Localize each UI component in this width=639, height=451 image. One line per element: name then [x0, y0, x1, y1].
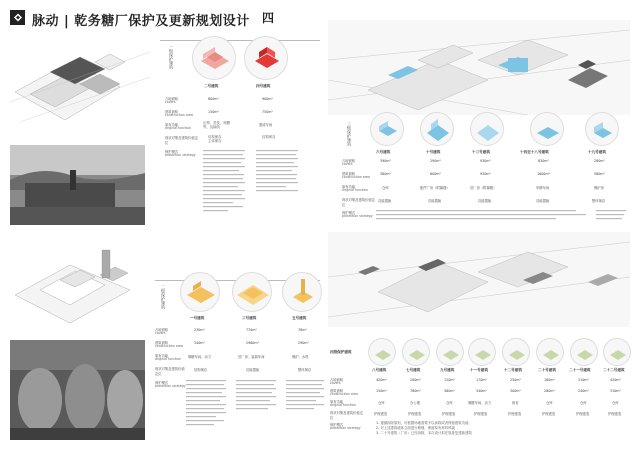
row-label-area-en: covers	[165, 100, 176, 104]
level3-area-1: 290m²	[430, 159, 441, 163]
level3-area-4: 280m²	[594, 159, 605, 163]
level4-area-2: 120m²	[444, 378, 455, 382]
level3-col-name-4: 十九号建筑	[588, 150, 606, 154]
level3-bld-2: 930m²	[480, 172, 491, 176]
row-label-mode-en: protection strategy	[155, 384, 186, 388]
level4-cls-3: 护理建造	[474, 412, 488, 416]
building-circle-14	[530, 112, 564, 146]
level3-bld-3: 1600m²	[537, 172, 550, 176]
level4-col-name-5: 二十号建筑	[538, 368, 556, 372]
level4-func-3: 制糖车间、动力	[468, 401, 492, 405]
row-label-func: 原有功能	[165, 123, 179, 127]
level1-text-block-0	[203, 150, 247, 220]
level3-bld-4: 580m²	[594, 172, 605, 176]
row-label-mode: 保护模式	[342, 211, 356, 215]
level4-bld-1: 780m²	[410, 389, 421, 393]
level1-func-0: 压榨、蒸发、制糖等、运输线	[203, 121, 231, 130]
level2-func-0: 制糖车间、动力	[188, 355, 212, 359]
level4-col-name-1: 七号建筑	[406, 368, 421, 372]
row-label-func-en: original function	[165, 126, 191, 130]
level4-func-6: 仓库	[580, 401, 587, 405]
section-label-level2: 二级保护建筑	[161, 285, 166, 309]
level1-area-0: 800m²	[208, 97, 219, 101]
row-label-bld: 建筑面积	[342, 172, 356, 176]
level4-col-name-4: 十二号建筑	[504, 368, 522, 372]
level3-cls-2: 功能置换	[478, 199, 492, 203]
level4-func-5: 仓库	[546, 401, 553, 405]
row-label-area: 占地面积	[330, 378, 344, 382]
level4-bld-5: 280m²	[544, 389, 555, 393]
row-label-bld: 建筑面积	[165, 110, 179, 114]
row-label-area: 占地面积	[165, 97, 179, 101]
row-label-func: 原有功能	[155, 354, 169, 358]
row-label-area: 占地面积	[155, 328, 169, 332]
row-label-func-en: original function	[342, 188, 368, 192]
level1-cls2-0: 主体保存	[208, 139, 222, 143]
building-circle-21	[570, 338, 598, 366]
section-label-level3: 三级保护建筑	[347, 122, 352, 146]
row-label-area: 占地面积	[342, 159, 356, 163]
level3-cls-3: 功能置换	[536, 199, 550, 203]
row-label-mode-en: protection strategy	[165, 153, 196, 157]
level4-cls-7: 护理建造	[608, 412, 622, 416]
building-circle-2	[192, 36, 236, 80]
building-circle-7	[402, 338, 430, 366]
logo-icon	[10, 10, 25, 25]
level4-bld-4: 300m²	[510, 389, 521, 393]
level4-area-4: 250m²	[510, 378, 521, 382]
level4-cls-4: 护理建造	[508, 412, 522, 416]
level2-bld-0: 340m²	[194, 341, 205, 345]
row-label-bld-en: construction area	[342, 175, 370, 179]
level4-func-2: 仓库	[446, 401, 453, 405]
level3-func-2: 旧厂房（附属楼）	[470, 186, 497, 190]
level4-cls-2: 护理建造	[442, 412, 456, 416]
level2-func-1: 旧厂房、装卸车间	[238, 355, 265, 359]
level3-func-0: 仓库	[382, 186, 389, 190]
level4-col-name-2: 九号建筑	[440, 368, 455, 372]
level1-col-name-0: 二号建筑	[204, 84, 219, 88]
level3-area-3: 830m²	[538, 159, 549, 163]
row-label-area-en: covers	[342, 162, 353, 166]
level1-bld-0: 150m²	[208, 110, 219, 114]
building-circle-6	[370, 112, 404, 146]
level3-cls-1: 功能置换	[428, 199, 442, 203]
row-label-func-en: original function	[155, 357, 181, 361]
row-label-class: 现状对策及建筑价值定位	[165, 136, 198, 145]
site-axonometric-1	[10, 32, 150, 132]
level1-func-1: 澄清车间	[259, 123, 273, 127]
level3-func-3: 甲醇车间	[536, 186, 550, 190]
level1-cls-1: 结构保存	[262, 135, 276, 139]
row-label-mode: 保护模式	[330, 423, 344, 427]
building-circle-8	[368, 338, 396, 366]
section-label-level1: 一级保护建筑	[169, 45, 174, 69]
level1-col-name-1: 四号建筑	[256, 84, 271, 88]
level1-bld-1: 750m²	[262, 110, 273, 114]
section-label-level4: 四级保护建筑	[330, 350, 352, 354]
building-circle-5	[282, 272, 322, 312]
building-circle-9	[436, 338, 464, 366]
level2-cls-1: 功能置换	[246, 368, 260, 372]
page-number: 四	[262, 11, 275, 25]
level4-func-0: 仓库	[378, 401, 385, 405]
level4-cls-6: 护理建造	[576, 412, 590, 416]
row-label-bld-en: construction area	[165, 113, 193, 117]
level2-text-blocks	[186, 380, 326, 440]
building-circle-11	[468, 338, 496, 366]
factory-photo-1	[10, 145, 145, 225]
level4-cls-5: 护理建造	[542, 412, 556, 416]
row-label-bld-en: construction area	[330, 392, 358, 396]
row-label-func-en: original function	[330, 403, 356, 407]
page-title: 脉动 | 乾务糖厂保护及更新规划设计	[32, 14, 250, 29]
row-label-mode: 保护模式	[165, 150, 179, 154]
building-circle-1	[180, 272, 220, 312]
site-axonometric-4	[328, 232, 630, 327]
level4-func-4: 宿舍	[512, 401, 519, 405]
level2-col-name-2: 五号建筑	[292, 316, 307, 320]
row-label-mode: 保护模式	[155, 381, 169, 385]
building-circle-4	[244, 36, 288, 80]
row-label-bld: 建筑面积	[330, 389, 344, 393]
level4-bld-6: 240m²	[578, 389, 589, 393]
row-label-func: 原有功能	[342, 185, 356, 189]
level2-cls-2: 整体保存	[298, 368, 312, 372]
site-axonometric-2	[10, 235, 150, 330]
level3-area-0: 390m²	[380, 159, 391, 163]
level2-area-0: 230m²	[194, 328, 205, 332]
level4-cls-0: 护理建造	[374, 412, 388, 416]
building-circle-12	[502, 338, 530, 366]
building-circle-10	[420, 112, 454, 146]
level1-area-1: 900m²	[262, 97, 273, 101]
building-circle-13	[470, 112, 504, 146]
level4-func-7: 仓库	[612, 401, 619, 405]
level4-cls-1: 护理建造	[408, 412, 422, 416]
row-label-class: 现状对策及建筑价值定位	[155, 367, 185, 376]
level4-bld-7: 310m²	[610, 389, 621, 393]
level3-func-4: 锅炉房	[594, 186, 604, 190]
level2-func-2: 锅炉、水塔	[292, 355, 309, 359]
building-circle-19	[585, 112, 619, 146]
level4-area-0: 420m²	[376, 378, 387, 382]
level3-bld-0: 380m²	[380, 172, 391, 176]
level3-col-name-1: 十号建筑	[426, 150, 441, 154]
level4-col-name-0: 八号建筑	[372, 368, 387, 372]
row-label-func: 原有功能	[330, 400, 344, 404]
level4-bld-0: 150m²	[376, 389, 387, 393]
level4-func-1: 办公楼	[410, 401, 420, 405]
level3-area-2: 930m²	[480, 159, 491, 163]
row-label-bld-en: construction area	[155, 344, 183, 348]
level2-bld-1: 2960m²	[246, 341, 259, 345]
level4-col-name-3: 十一号建筑	[470, 368, 488, 372]
level4-area-6: 310m²	[578, 378, 589, 382]
row-label-area-en: covers	[330, 381, 341, 385]
level4-area-7: 420m²	[610, 378, 621, 382]
building-circle-22	[603, 338, 631, 366]
row-label-mode-en: protection strategy	[330, 426, 361, 430]
level3-col-name-0: 六号建筑	[376, 150, 391, 154]
level4-area-1: 200m²	[410, 378, 421, 382]
level4-note-3: 3. 二十号建筑（厂房）已经拆除，本次设计拟在原址复建新建筑	[376, 431, 472, 435]
level3-cls-0: 功能置换	[378, 199, 392, 203]
level4-bld-3: 340m²	[476, 389, 487, 393]
level4-area-3: 170m²	[476, 378, 487, 382]
level4-note-1: 1. 遵循拆除原则，可根据场地需要予以拆除或者保留建筑功能	[376, 421, 469, 425]
divider	[160, 40, 320, 41]
row-label-class: 现状对策及建筑价值定位	[342, 198, 375, 207]
level3-bld-1: 600m²	[430, 172, 441, 176]
level2-area-2: 78m²	[298, 328, 307, 332]
level1-cls-0: 结构保存	[208, 135, 222, 139]
level2-col-name-0: 一号建筑	[190, 316, 205, 320]
row-label-class: 现状对策及建筑价值定位	[330, 411, 363, 420]
level4-col-name-7: 二十二号建筑	[603, 368, 625, 372]
level4-note-2: 2. 对上述建筑墙体立面进行修缮，保留原有材料风貌	[376, 426, 455, 430]
level1-text-block-1	[256, 150, 300, 210]
row-label-bld: 建筑面积	[155, 341, 169, 345]
level2-col-name-1: 三号建筑	[242, 316, 257, 320]
level3-col-name-3: 十四至十八号建筑	[520, 150, 549, 154]
level3-text-block	[376, 210, 626, 226]
level3-col-name-2: 十三号建筑	[472, 150, 490, 154]
factory-photo-2	[10, 340, 145, 440]
level2-cls-0: 结构保存	[194, 368, 208, 372]
building-circle-3	[232, 272, 272, 312]
level4-col-name-6: 二十一号建筑	[569, 368, 591, 372]
level2-bld-2: 290m²	[298, 341, 309, 345]
level4-area-5: 180m²	[544, 378, 555, 382]
row-label-area-en: covers	[155, 331, 166, 335]
level3-func-1: 配件厂房（附属楼）	[420, 186, 450, 190]
site-axonometric-3	[328, 20, 630, 115]
level3-cls-4: 整体保存	[592, 199, 606, 203]
level2-area-1: 770m²	[246, 328, 257, 332]
building-circle-20	[536, 338, 564, 366]
row-label-mode-en: protection strategy	[342, 214, 373, 218]
level4-bld-2: 360m²	[444, 389, 455, 393]
